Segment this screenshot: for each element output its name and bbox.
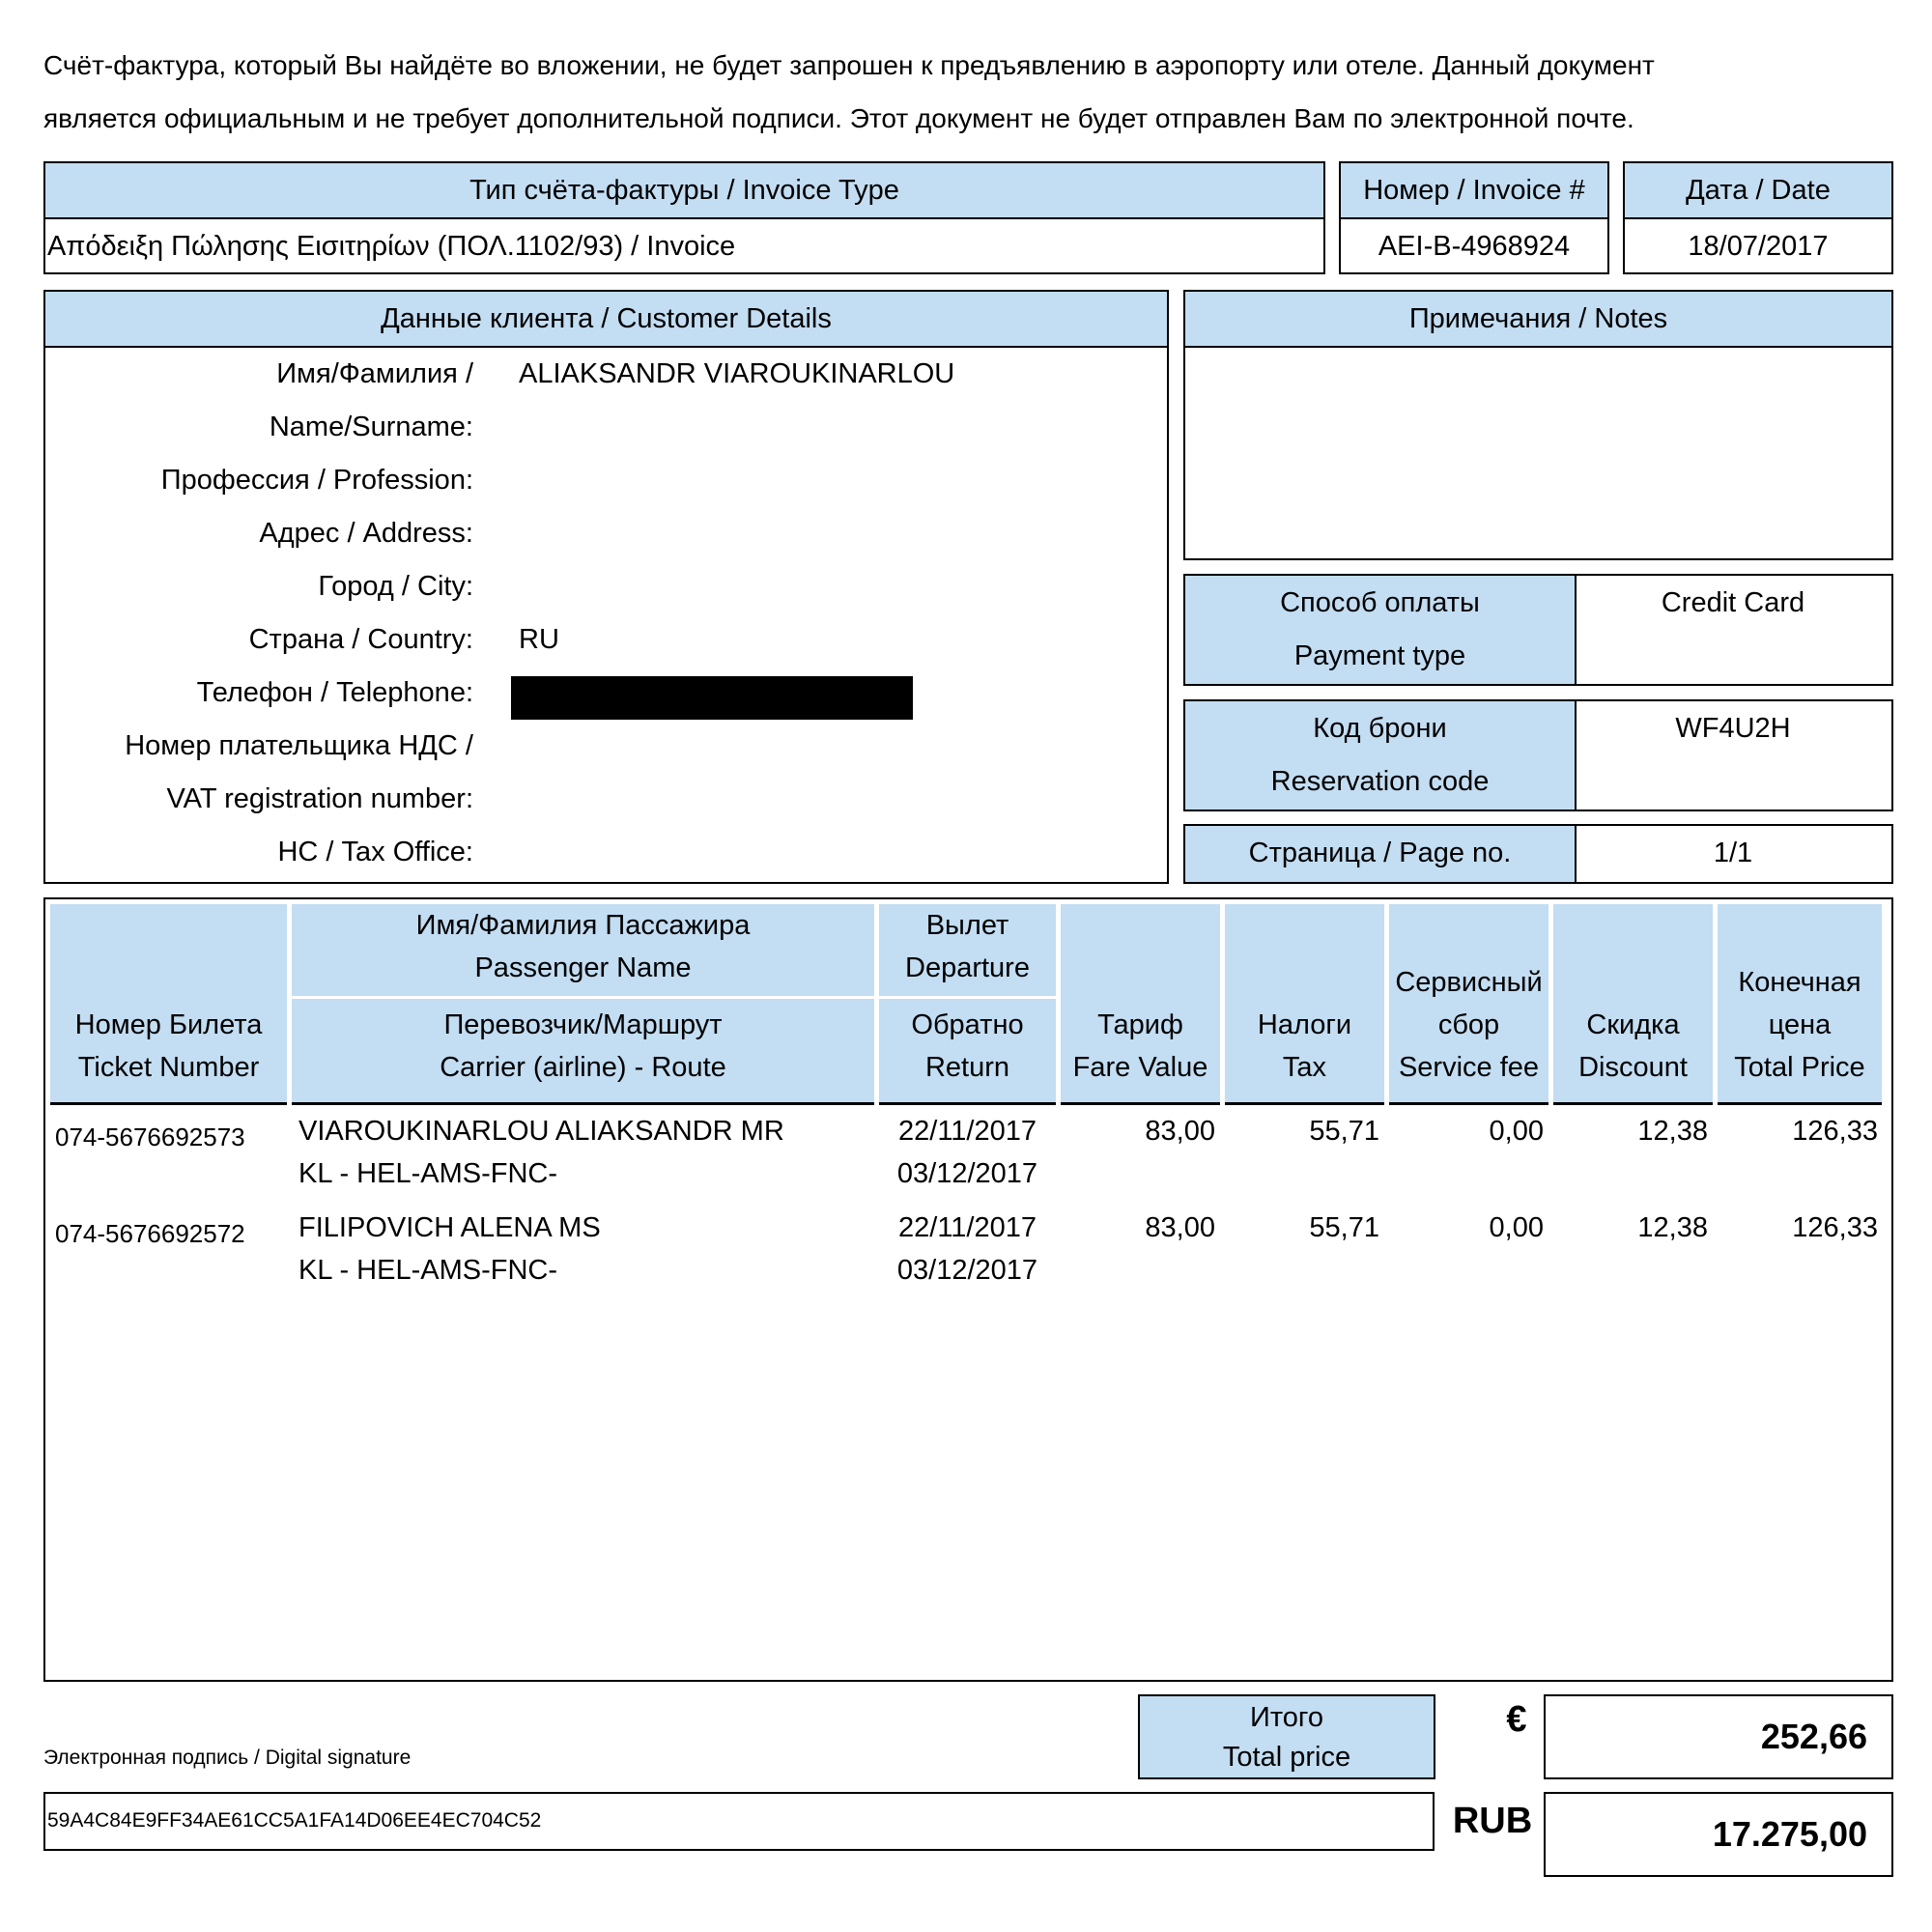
col-carrier-en: Carrier (airline) - Route [440,1052,726,1083]
intro-line-1: Счёт-фактура, который Вы найдёте во вложении, не будет запрошен к предъявлению в аэропорту или отеле. Данный документ [43,50,1655,80]
digital-signature-label: Электронная подпись / Digital signature [43,1747,412,1769]
address-row [45,507,1167,560]
total-rub-value: 17.275,00 [1544,1792,1893,1877]
col-passenger-ru: Имя/Фамилия Пассажира [415,910,751,941]
invoice-number-box [1339,161,1609,274]
payment-type-label-ru: Способ оплаты [1280,587,1480,618]
table-row [45,1110,1891,1207]
col-service-ru-1: Сервисный [1395,967,1543,998]
digital-signature-value: 59A4C84E9FF34AE61CC5A1FA14D06EE4EC704C52 [43,1792,1435,1851]
address-label: Адрес / Address: [259,518,473,549]
col-tax [1225,904,1384,1105]
page-number-label: Страница / Page no. [1185,826,1577,882]
invoice-date-box [1623,161,1893,274]
service-fee-value: 0,00 [1489,1116,1544,1147]
invoice-date-value: 18/07/2017 [1688,231,1829,262]
tickets-table [43,897,1893,1682]
col-total-en: Total Price [1734,1052,1865,1083]
col-departure-ru: Вылет [925,910,1009,941]
col-service-fee [1389,904,1548,1105]
invoice-type-header: Тип счёта-фактуры / Invoice Type [45,163,1323,219]
col-return-en: Return [924,1052,1010,1083]
col-departure-divider [879,996,1056,999]
country-row [45,613,1167,667]
name-row-2 [45,401,1167,454]
col-return-ru: Обратно [911,1009,1024,1040]
name-label: Имя/Фамилия / [276,358,473,389]
payment-type-box [1183,574,1893,686]
col-service-ru-2: сбор [1437,1009,1500,1040]
departure-date: 22/11/2017 [898,1116,1037,1147]
name-value: ALIAKSANDR VIAROUKINARLOU [519,358,955,389]
return-date: 03/12/2017 [896,1255,1038,1286]
tax-value: 55,71 [1309,1116,1379,1147]
total-price-value: 126,33 [1792,1116,1878,1147]
country-value: RU [519,624,559,655]
vat-label-en: VAT registration number: [166,783,473,814]
reservation-code-label-en: Reservation code [1270,766,1490,797]
phone-row [45,667,1167,720]
name-row [45,348,1167,401]
invoice-number-header: Номер / Invoice # [1341,163,1607,219]
vat-row-2 [45,773,1167,826]
profession-row [45,454,1167,507]
tax-office-label: НС / Tax Office: [277,837,473,867]
city-row [45,560,1167,613]
reservation-code-label-ru: Код брони [1313,713,1447,744]
tax-office-row [45,826,1167,879]
passenger-name: FILIPOVICH ALENA MS [298,1212,601,1243]
col-departure-en: Departure [905,952,1030,983]
col-ticket-ru: Номер Билета [74,1009,263,1040]
col-carrier-ru: Перевозчик/Маршрут [443,1009,723,1040]
invoice-type-value: Απόδειξη Πώλησης Εισιτηρίων (ΠΟΛ.1102/93) / Invoice [47,231,736,262]
col-passenger-en: Passenger Name [474,952,692,983]
vat-label: Номер плательщика НДС / [125,730,473,761]
col-tax-ru: Налоги [1257,1009,1352,1040]
total-eur-value: 252,66 [1544,1694,1893,1779]
customer-details-box [43,290,1169,884]
customer-details-header: Данные клиента / Customer Details [45,292,1167,348]
col-tax-en: Tax [1282,1052,1327,1083]
col-total-ru-2: цена [1768,1009,1832,1040]
discount-value: 12,38 [1637,1116,1708,1147]
phone-label: Телефон / Telephone: [196,677,473,708]
reservation-code-label [1185,701,1577,810]
col-fare-en: Fare Value [1072,1052,1208,1083]
col-passenger-divider [292,996,874,999]
notes-header: Примечания / Notes [1185,292,1891,348]
euro-icon: € [1506,1699,1527,1740]
name-label-en: Name/Surname: [269,412,473,442]
col-passenger-route [292,904,874,1105]
route: KL - HEL-AMS-FNC- [298,1255,557,1286]
intro-text [43,39,1898,145]
route: KL - HEL-AMS-FNC- [298,1158,557,1189]
profession-label: Профессия / Profession: [160,465,473,496]
notes-box [1183,290,1893,560]
col-ticket-number [50,904,287,1105]
ticket-number: 074-5676692572 [55,1219,245,1248]
departure-date: 22/11/2017 [898,1212,1037,1243]
total-price-label-en: Total price [1222,1742,1351,1773]
col-fare [1061,904,1220,1105]
col-ticket-en: Ticket Number [77,1052,260,1083]
table-row [45,1207,1891,1303]
page-number-value: 1/1 [1713,838,1753,868]
payment-type-value: Credit Card [1661,587,1805,618]
reservation-code-box [1183,699,1893,811]
total-price-label-ru: Итого [1250,1702,1323,1733]
col-total-ru-1: Конечная [1738,967,1861,998]
vat-row [45,720,1167,773]
service-fee-value: 0,00 [1489,1212,1544,1243]
col-departure-return [879,904,1056,1105]
discount-value: 12,38 [1637,1212,1708,1243]
fare-value: 83,00 [1145,1212,1215,1243]
col-discount-ru: Скидка [1586,1009,1680,1040]
invoice-number-value: AEI-B-4968924 [1378,231,1571,262]
col-discount [1553,904,1713,1105]
phone-redaction [511,676,913,720]
col-fare-ru: Тариф [1097,1009,1183,1040]
return-date: 03/12/2017 [896,1158,1038,1189]
col-service-en: Service fee [1398,1052,1540,1083]
col-discount-en: Discount [1578,1052,1688,1083]
city-label: Город / City: [318,571,473,602]
total-price-value: 126,33 [1792,1212,1878,1243]
invoice-date-header: Дата / Date [1625,163,1891,219]
tax-value: 55,71 [1309,1212,1379,1243]
intro-line-2: является официальным и не требует дополнительной подписи. Этот документ не будет отправлен Вам по электронной почте. [43,103,1634,133]
payment-type-label [1185,576,1577,684]
passenger-name: VIAROUKINARLOU ALIAKSANDR MR [298,1116,784,1147]
page-number-box [1183,824,1893,884]
total-price-label [1138,1694,1435,1779]
country-label: Страна / Country: [248,624,473,655]
fare-value: 83,00 [1145,1116,1215,1147]
ticket-number: 074-5676692573 [55,1122,245,1151]
rub-currency-label: RUB [1452,1801,1533,1841]
reservation-code-value: WF4U2H [1675,713,1791,744]
payment-type-label-en: Payment type [1293,640,1466,671]
col-total-price [1718,904,1882,1105]
invoice-type-box [43,161,1325,274]
